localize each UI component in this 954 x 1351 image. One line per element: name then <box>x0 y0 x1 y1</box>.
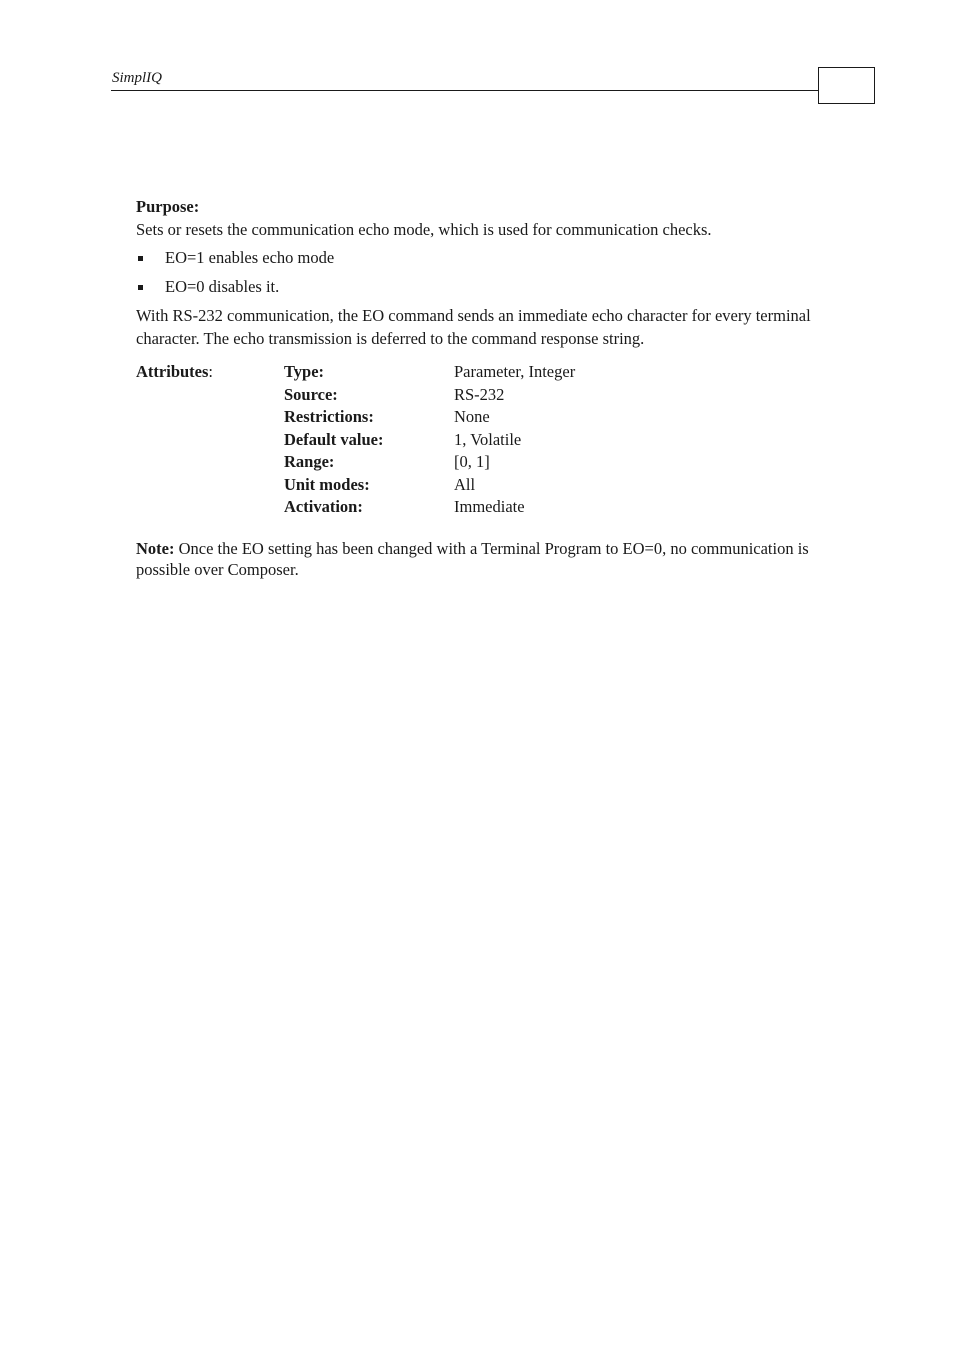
note-label: Note: <box>136 538 175 558</box>
list-item-text: EO=1 enables echo mode <box>165 248 335 267</box>
header-rule <box>111 90 819 91</box>
table-row <box>136 429 754 452</box>
attributes-label-cell <box>136 361 284 384</box>
attribute-value: [0, 1] <box>454 452 490 471</box>
document-body <box>136 196 816 581</box>
square-bullet-icon <box>138 256 143 261</box>
attribute-name: Range: <box>284 452 335 471</box>
table-row <box>136 384 754 407</box>
attribute-name: Default value: <box>284 429 384 449</box>
attribute-name: Unit modes: <box>284 474 370 494</box>
attributes-table <box>136 361 754 519</box>
attribute-value: Parameter, Integer <box>454 362 576 381</box>
table-row <box>136 474 754 497</box>
list-item-text: EO=0 disables it. <box>165 276 280 296</box>
purpose-heading: Purpose: <box>136 197 200 216</box>
table-row <box>136 496 754 519</box>
note-paragraph <box>136 538 816 581</box>
table-row <box>136 361 754 384</box>
attribute-value: None <box>454 407 490 426</box>
header-title: SimplIQ <box>112 70 162 86</box>
list-item <box>136 247 816 270</box>
attribute-name: Source: <box>284 384 338 404</box>
attribute-name: Restrictions: <box>284 407 374 426</box>
page-number-box <box>818 67 875 104</box>
purpose-bullet-list <box>136 247 816 298</box>
table-row <box>136 451 754 474</box>
attribute-name: Type: <box>284 362 325 381</box>
purpose-text: Sets or resets the communication echo mode, which is used for communication checks. <box>136 219 712 239</box>
attribute-value: RS-232 <box>454 384 505 404</box>
attributes-label: Attributes <box>136 362 209 381</box>
table-row <box>136 406 754 429</box>
description-paragraph: With RS-232 communication, the EO command sends an immediate echo character for every terminal character. The echo transmission is deferred to the command response string. <box>136 306 811 348</box>
square-bullet-icon <box>138 285 143 290</box>
attribute-name: Activation: <box>284 497 363 516</box>
attribute-value: All <box>454 474 476 494</box>
attribute-value: 1, Volatile <box>454 429 522 449</box>
attributes-label-suffix: : <box>208 362 213 381</box>
list-item <box>136 276 816 299</box>
note-text: Once the EO setting has been changed with a Terminal Program to EO=0, no communication is possible over Composer. <box>136 538 809 579</box>
attribute-value: Immediate <box>454 497 525 516</box>
